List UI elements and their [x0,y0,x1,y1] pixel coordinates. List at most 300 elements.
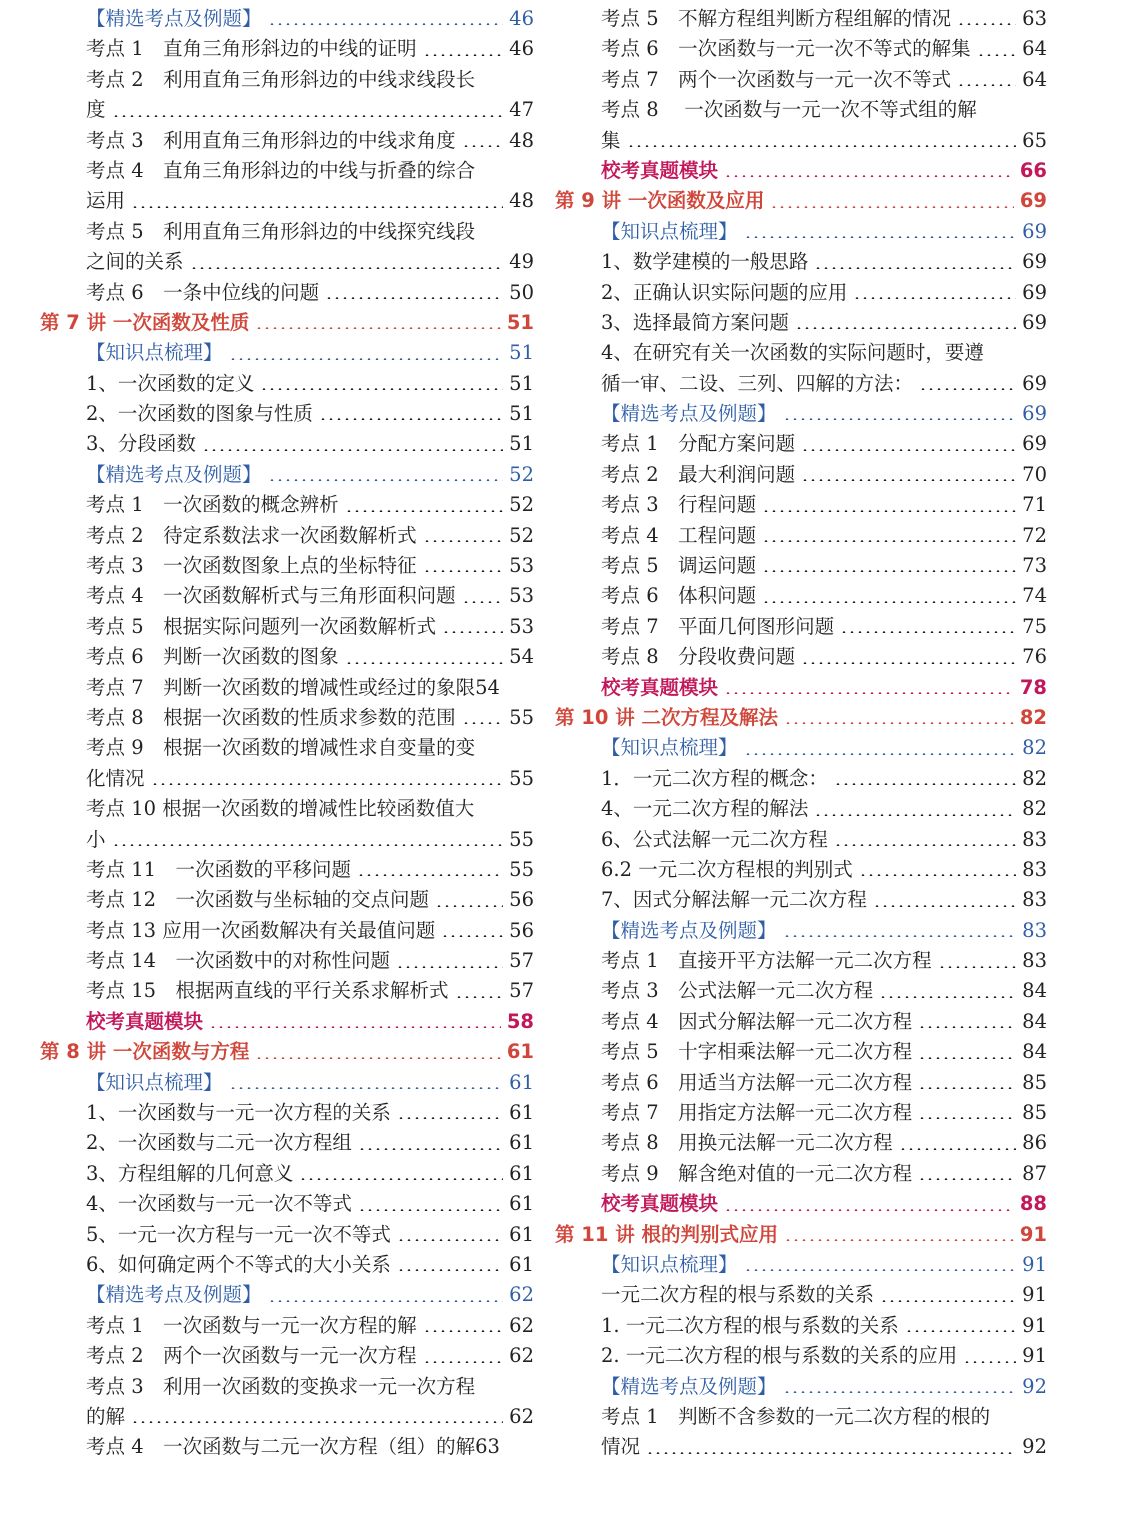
dot-leader [744,753,1017,755]
toc-entry-topic[interactable] [40,217,534,247]
toc-entry-topic[interactable] [555,612,1047,642]
toc-page-number: 47 [509,98,534,122]
toc-entry-title: 7、因式分解法解一元二次方程 [601,888,867,912]
dot-leader [319,418,503,420]
toc-page-number: 53 [509,584,534,608]
toc-page-number: 83 [1022,827,1047,851]
toc-entry-topic[interactable] [40,1341,534,1371]
toc-page-number: 69 [1019,189,1047,213]
toc-page-number: 51 [506,310,534,334]
toc-entry-topic[interactable] [40,733,534,763]
dot-leader [229,1087,504,1089]
toc-page-number: 82 [1022,736,1047,760]
toc-entry-topic[interactable] [40,369,534,399]
toc-entry-title: 集 [601,128,621,152]
toc-page-number: 61 [509,1161,534,1185]
toc-page-number: 83 [1022,857,1047,881]
toc-entry-title: 考点 8 分段收费问题 [601,645,796,669]
toc-entry-chapter[interactable] [555,703,1047,733]
toc-page-number: 85 [1022,1070,1047,1094]
dot-leader [423,1330,504,1332]
toc-entry-title: 考点 1 直接开平方法解一元二次方程 [601,949,932,973]
toc-entry-title: 循一审、二设、三列、四解的方法： [601,371,914,395]
toc-page-number: 62 [509,1313,534,1337]
toc-entry-title: 的解 [86,1404,126,1428]
toc-entry-chapter[interactable] [40,308,534,338]
toc-entry-title: 4、在研究有关一次函数的实际问题时，要遵 [601,341,984,365]
toc-page-number: 51 [509,371,534,395]
toc-entry-topic[interactable] [555,764,1047,794]
toc-entry-title: 考点 2 两个一次函数与一元一次方程 [86,1344,417,1368]
toc-page-number: 78 [1019,675,1047,699]
dot-leader [783,935,1017,937]
dot-leader [423,570,504,572]
dot-leader [840,631,1016,633]
toc-entry-topic[interactable] [40,1220,534,1250]
toc-entry-title: 第 8 讲 一次函数与方程 [40,1040,250,1064]
toc-page-number: 66 [1019,158,1047,182]
dot-leader [202,449,503,451]
dot-leader [784,1239,1014,1241]
toc-page-number: 71 [1022,493,1047,517]
toc-entry-special[interactable] [555,1189,1047,1219]
toc-entry-topic[interactable] [40,1432,534,1462]
toc-entry-topic[interactable] [40,278,534,308]
toc-entry-topic[interactable] [40,1189,534,1219]
toc-entry-title: 1、一次函数与一元一次方程的关系 [86,1101,391,1125]
toc-entry-topic[interactable] [555,429,1047,459]
toc-entry-topic[interactable] [555,278,1047,308]
dot-leader [462,722,504,724]
dot-leader [260,388,503,390]
dot-leader [423,540,504,542]
toc-page-number: 91 [1022,1253,1047,1276]
toc-entry-title: 1．一元二次方程的概念： [601,766,828,790]
toc-entry-title: 一元二次方程的根与系数的关系 [601,1283,875,1307]
toc-entry-topic[interactable] [555,34,1047,64]
toc-entry-topic[interactable] [555,885,1047,915]
toc-entry-title: 6、如何确定两个不等式的大小关系 [86,1253,391,1276]
toc-entry-title: 【精选考点及例题】 [86,6,262,30]
toc-entry-section[interactable] [40,460,534,490]
toc-entry-topic[interactable] [40,399,534,429]
toc-entry-topic[interactable] [555,825,1047,855]
toc-entry-topic[interactable] [555,1007,1047,1037]
dot-leader [783,418,1017,420]
dot-leader [209,1026,501,1028]
toc-page-number: 83 [1022,949,1047,973]
toc-entry-topic[interactable] [40,885,534,915]
toc-page-number: 84 [1022,979,1047,1003]
toc-page-number: 69 [1022,371,1047,395]
toc-entry-topic[interactable] [40,126,534,156]
toc-entry-cont[interactable] [555,369,1047,399]
dot-leader [744,1269,1017,1271]
dot-leader [853,297,1016,299]
dot-leader [724,175,1014,177]
toc-entry-topic[interactable] [40,551,534,581]
toc-entry-topic[interactable] [555,247,1047,277]
toc-page-number: 58 [506,1009,534,1033]
dot-leader [435,905,503,907]
toc-entry-title: 考点 4 一次函数与二元一次方程（组）的解63 [86,1435,500,1459]
toc-page-number: 64 [1022,37,1047,61]
toc-page-number: 54 [509,645,534,669]
toc-entry-title: 第 10 讲 二次方程及解法 [555,705,779,729]
toc-entry-title: 校考真题模块 [601,158,719,182]
toc-entry-title: 考点 7 平面几何图形问题 [601,614,835,638]
toc-entry-cont[interactable] [555,126,1047,156]
toc-list-left [40,4,534,1463]
toc-page-number: 53 [509,554,534,578]
toc-entry-title: 校考真题模块 [86,1009,204,1033]
toc-entry-topic[interactable] [555,642,1047,672]
dot-leader [744,236,1017,238]
toc-entry-topic[interactable] [555,4,1047,34]
toc-entry-title: 考点 4 工程问题 [601,523,757,547]
toc-page-number: 62 [509,1404,534,1428]
toc-entry-title: 考点 2 最大利润问题 [601,462,796,486]
toc-entry-topic[interactable] [555,1159,1047,1189]
toc-entry-section[interactable] [555,1372,1047,1402]
dot-leader [919,388,1016,390]
toc-entry-topic[interactable] [40,612,534,642]
toc-page-number: 69 [1022,280,1047,304]
toc-entry-title: 考点 11 一次函数的平移问题 [86,857,352,881]
toc-entry-title: 考点 6 一条中位线的问题 [86,280,320,304]
dot-leader [190,267,504,269]
dot-leader [358,1209,503,1211]
dot-leader [762,540,1016,542]
toc-entry-cont[interactable] [40,764,534,794]
toc-page-number: 84 [1022,1009,1047,1033]
toc-page-number: 69 [1022,310,1047,334]
toc-entry-title: 【精选考点及例题】 [601,1374,777,1398]
toc-entry-title: 小 [86,827,106,851]
toc-entry-section[interactable] [40,338,534,368]
toc-entry-topic[interactable] [555,65,1047,95]
dot-leader [299,1178,503,1180]
toc-entry-title: 【知识点梳理】 [86,341,223,365]
toc-page-number: 57 [509,949,534,973]
toc-entry-special[interactable] [555,673,1047,703]
toc-entry-topic[interactable] [555,794,1047,824]
toc-page-number: 72 [1022,523,1047,547]
toc-entry-title: 3、方程组解的几何意义 [86,1161,294,1185]
toc-entry-topic[interactable] [555,1098,1047,1128]
toc-entry-section[interactable] [555,399,1047,429]
toc-entry-chapter[interactable] [555,186,1047,216]
dot-leader [801,449,1016,451]
dot-leader [345,662,504,664]
toc-entry-title: 考点 4 一次函数解析式与三角形面积问题 [86,584,456,608]
toc-left-column [40,4,534,1463]
toc-entry-topic[interactable] [555,1341,1047,1371]
toc-page-number: 62 [509,1344,534,1368]
toc-entry-title: 之间的关系 [86,250,184,274]
toc-entry-topic[interactable] [555,308,1047,338]
toc-entry-cont[interactable] [40,1402,534,1432]
toc-entry-topic[interactable] [40,156,534,186]
toc-page-number: 52 [509,462,534,486]
toc-page-number: 52 [509,523,534,547]
toc-entry-topic[interactable] [40,34,534,64]
toc-page-number: 51 [509,341,534,365]
toc-entry-cont[interactable] [40,95,534,125]
toc-entry-title: 5、一元一次方程与一元一次不等式 [86,1222,391,1246]
toc-entry-section[interactable] [40,4,534,34]
toc-entry-topic[interactable] [555,1128,1047,1158]
dot-leader [345,510,504,512]
toc-entry-topic[interactable] [40,855,534,885]
toc-entry-topic[interactable] [40,1250,534,1280]
toc-entry-topic[interactable] [40,1311,534,1341]
dot-leader [918,1117,1016,1119]
toc-entry-topic[interactable] [555,1402,1047,1432]
dot-leader [112,115,504,117]
dot-leader [646,1452,1016,1454]
toc-page-number: 50 [509,280,534,304]
toc-page-number: 56 [509,888,534,912]
toc-page-number: 62 [509,1283,534,1307]
toc-page-number: 91 [1022,1344,1047,1368]
toc-entry-topic[interactable] [40,703,534,733]
toc-entry-title: 3、分段函数 [86,432,196,456]
toc-entry-section[interactable] [555,1250,1047,1280]
dot-leader [783,1391,1017,1393]
dot-leader [724,692,1014,694]
dot-leader [131,206,503,208]
toc-entry-title: 考点 5 利用直角三角形斜边的中线探究线段 [86,219,476,243]
dot-leader [229,358,504,360]
dot-leader [268,479,504,481]
dot-leader [268,23,504,25]
toc-page-number: 73 [1022,554,1047,578]
toc-entry-title: 第 9 讲 一次函数及应用 [555,189,765,213]
dot-leader [801,662,1016,664]
toc-entry-title: 2、一次函数的图象与性质 [86,402,313,426]
toc-entry-title: 考点 1 直角三角形斜边的中线的证明 [86,37,417,61]
dot-leader [918,1087,1016,1089]
toc-entry-chapter[interactable] [40,1037,534,1067]
toc-page-number: 82 [1019,705,1047,729]
dot-leader [112,844,504,846]
toc-entry-topic[interactable] [40,1128,534,1158]
dot-leader [977,54,1017,56]
toc-page-number: 74 [1022,584,1047,608]
toc-entry-title: 考点 6 体积问题 [601,584,757,608]
toc-entry-section[interactable] [555,733,1047,763]
toc-entry-title: 化情况 [86,766,145,790]
toc-entry-section[interactable] [40,1068,534,1098]
dot-leader [873,905,1016,907]
toc-entry-topic[interactable] [40,946,534,976]
toc-entry-title: 2. 一元二次方程的根与系数的关系的应用 [601,1344,958,1368]
toc-entry-section[interactable] [555,916,1047,946]
dot-leader [268,1300,504,1302]
toc-page-number: 61 [506,1040,534,1064]
toc-entry-topic[interactable] [40,521,534,551]
dot-leader [357,874,503,876]
toc-entry-title: 考点 1 一次函数与一元一次方程的解 [86,1313,417,1337]
toc-entry-title: 考点 6 一次函数与一元一次不等式的解集 [601,37,971,61]
toc-page-number: 52 [509,493,534,517]
toc-entry-title: 【精选考点及例题】 [601,918,777,942]
dot-leader [905,1330,1016,1332]
toc-entry-topic[interactable] [555,1311,1047,1341]
dot-leader [423,1361,504,1363]
toc-entry-section[interactable] [555,217,1047,247]
toc-entry-cont[interactable] [40,247,534,277]
toc-entry-title: 考点 7 用指定方法解一元二次方程 [601,1101,913,1125]
toc-page-number: 61 [509,1131,534,1155]
toc-entry-title: 【知识点梳理】 [601,736,738,760]
toc-entry-section[interactable] [40,1280,534,1310]
toc-page-number: 61 [509,1253,534,1276]
toc-entry-topic[interactable] [555,460,1047,490]
dot-leader [396,966,503,968]
toc-entry-title: 考点 3 利用直角三角形斜边的中线求角度 [86,128,456,152]
dot-leader [724,1209,1014,1211]
toc-entry-topic[interactable] [40,1372,534,1402]
toc-entry-title: 6.2 一元二次方程根的判别式 [601,857,853,881]
toc-entry-topic[interactable] [555,855,1047,885]
toc-page-number: 91 [1022,1313,1047,1337]
toc-page-number: 61 [509,1101,534,1125]
toc-list-right [555,4,1047,1463]
toc-entry-title: 考点 14 一次函数中的对称性问题 [86,949,391,973]
toc-entry-topic[interactable] [555,490,1047,520]
toc-page-number: 91 [1022,1283,1047,1307]
toc-entry-title: 考点 6 用适当方法解一元二次方程 [601,1070,913,1094]
toc-page-number: 85 [1022,1101,1047,1125]
toc-entry-topic[interactable] [555,946,1047,976]
dot-leader [255,327,500,329]
toc-entry-topic[interactable] [40,429,534,459]
toc-entry-topic[interactable] [40,1098,534,1128]
toc-entry-title: 【知识点梳理】 [601,219,738,243]
toc-entry-topic[interactable] [555,521,1047,551]
toc-entry-topic[interactable] [40,673,534,703]
toc-page-number: 69 [1022,219,1047,243]
toc-page-number: 88 [1019,1192,1047,1216]
dot-leader [834,783,1016,785]
toc-page-number: 83 [1022,918,1047,942]
dot-leader [358,1148,503,1150]
toc-page-number: 48 [509,189,534,213]
toc-entry-topic[interactable] [40,916,534,946]
toc-entry-topic[interactable] [555,1037,1047,1067]
toc-entry-title: 校考真题模块 [601,1192,719,1216]
toc-entry-cont[interactable] [40,186,534,216]
dot-leader [918,1178,1016,1180]
toc-entry-title: 考点 3 一次函数图象上点的坐标特征 [86,554,417,578]
dot-leader [455,996,504,998]
dot-leader [762,570,1016,572]
toc-entry-topic[interactable] [40,794,534,824]
toc-entry-title: 校考真题模块 [601,675,719,699]
dot-leader [462,145,504,147]
toc-entry-topic[interactable] [555,338,1047,368]
toc-entry-title: 考点 1 一次函数的概念辨析 [86,493,339,517]
toc-entry-title: 【精选考点及例题】 [86,462,262,486]
toc-entry-title: 考点 13 应用一次函数解决有关最值问题 [86,918,436,942]
toc-entry-title: 考点 5 十字相乘法解一元二次方程 [601,1040,913,1064]
toc-page-number: 92 [1022,1374,1047,1398]
toc-entry-topic[interactable] [555,977,1047,1007]
toc-page-number: 69 [1022,402,1047,426]
toc-page-number: 53 [509,614,534,638]
toc-page-number: 51 [509,432,534,456]
toc-entry-topic[interactable] [555,95,1047,125]
dot-leader [834,844,1016,846]
toc-entry-title: 4、一元二次方程的解法 [601,797,809,821]
toc-entry-title: 考点 12 一次函数与坐标轴的交点问题 [86,888,430,912]
toc-entry-title: 2、正确认识实际问题的应用 [601,280,848,304]
dot-leader [255,1057,500,1059]
toc-entry-cont[interactable] [555,1432,1047,1462]
toc-entry-special[interactable] [555,156,1047,186]
dot-leader [880,1300,1016,1302]
toc-entry-topic[interactable] [40,642,534,672]
toc-page-number: 70 [1022,462,1047,486]
toc-entry-topic[interactable] [40,490,534,520]
toc-entry-special[interactable] [40,1007,534,1037]
dot-leader [801,479,1016,481]
dot-leader [770,206,1013,208]
toc-page-number: 61 [509,1070,534,1094]
toc-entry-topic[interactable] [40,581,534,611]
toc-entry-chapter[interactable] [555,1220,1047,1250]
toc-page-number: 55 [509,705,534,729]
toc-entry-topic[interactable] [40,1159,534,1189]
toc-entry-title: 考点 3 利用一次函数的变换求一元一次方程 [86,1374,476,1398]
toc-entry-topic[interactable] [555,1068,1047,1098]
toc-entry-topic[interactable] [40,65,534,95]
toc-page-number: 61 [509,1222,534,1246]
dot-leader [397,1269,503,1271]
dot-leader [795,327,1016,329]
toc-entry-topic[interactable] [555,551,1047,581]
toc-entry-title: 考点 1 判断不含参数的一元二次方程的根的 [601,1404,991,1428]
toc-entry-topic[interactable] [555,1280,1047,1310]
toc-entry-cont[interactable] [40,825,534,855]
dot-leader [784,722,1014,724]
toc-entry-title: 考点 7 判断一次函数的增减性或经过的象限54 [86,675,500,699]
toc-entry-title: 【知识点梳理】 [86,1070,223,1094]
toc-page-number: 48 [509,128,534,152]
toc-entry-title: 考点 9 解含绝对值的一元二次方程 [601,1161,913,1185]
toc-entry-topic[interactable] [555,581,1047,611]
toc-entry-title: 运用 [86,189,126,213]
toc-entry-title: 考点 2 利用直角三角形斜边的中线求线段长 [86,67,476,91]
dot-leader [918,1026,1016,1028]
toc-page-number: 51 [509,402,534,426]
toc-entry-title: 4、一次函数与一元一次不等式 [86,1192,352,1216]
toc-entry-title: 考点 4 因式分解法解一元二次方程 [601,1009,913,1033]
dot-leader [859,874,1016,876]
toc-page-number: 49 [509,250,534,274]
toc-page-number: 82 [1022,797,1047,821]
toc-entry-topic[interactable] [40,977,534,1007]
toc-page-number: 55 [509,827,534,851]
toc-right-column [555,4,1047,1463]
toc-page-number: 69 [1022,250,1047,274]
toc-page-number: 91 [1019,1222,1047,1246]
toc-entry-title: 考点 10 根据一次函数的增减性比较函数值大 [86,797,475,821]
toc-entry-title: 1、数学建模的一般思路 [601,250,809,274]
toc-entry-title: 考点 5 不解方程组判断方程组解的情况 [601,6,952,30]
